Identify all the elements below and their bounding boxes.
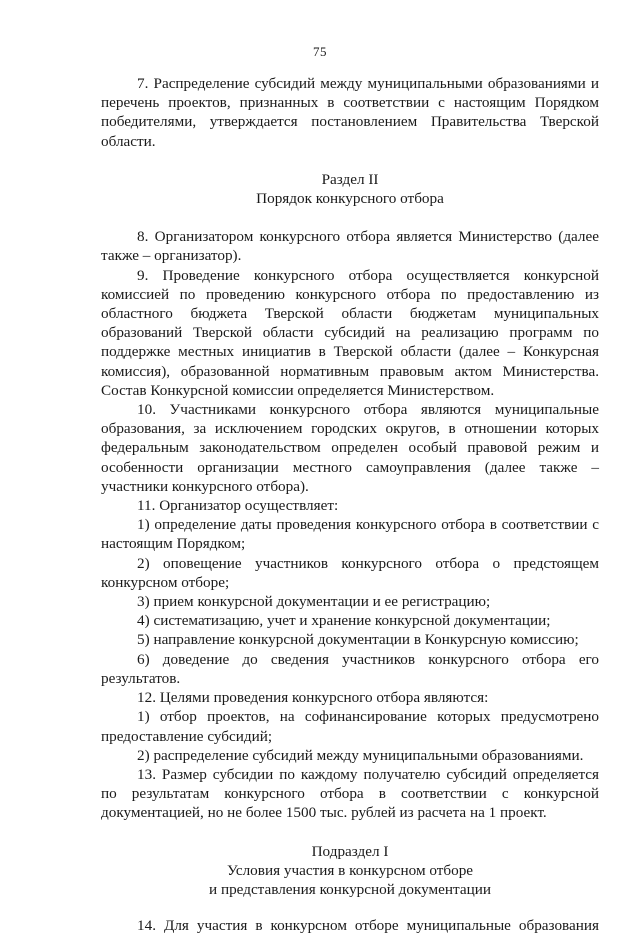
document-body <box>101 74 599 935</box>
subsection-title-line-2: и представления конкурсной документации <box>209 880 491 898</box>
paragraph-8: 8. Организатором конкурсного отбора является Министерство (далее также – организатор). <box>101 228 599 265</box>
list-item-12-1: 1) отбор проектов, на софинансирование которых предусмотрено предоставление субсидий; <box>101 708 599 745</box>
list-item-11-1: 1) определение даты проведения конкурсного отбора в соответствии с настоящим Порядком; <box>101 516 599 553</box>
subsection-title-line-1: Условия участия в конкурсном отборе <box>226 861 474 879</box>
paragraph-11: 11. Организатор осуществляет: <box>137 497 339 515</box>
section-number: Раздел II <box>321 170 379 188</box>
list-item-11-5: 5) направление конкурсной документации в Конкурсную комиссию; <box>137 631 579 649</box>
subsection-heading <box>101 842 599 900</box>
list-item-11-3: 3) прием конкурсной документации и ее регистрацию; <box>137 593 491 611</box>
paragraph-9: 9. Проведение конкурсного отбора осуществляется конкурсной комиссией по проведению конкурсного отбора по предоставлению из областного бюджета Тверской области бюджетам муниципальных образований Тверской области субсидий на реализацию программ по поддержке местных инициатив в Тверской области (далее – Конкурсная комиссия), образованной нормативным правовым актом Министерства. Состав Конкурсной комиссии определяется Министерством. <box>101 266 599 399</box>
list-item-12-2: 2) распределение субсидий между муниципальными образованиями. <box>137 746 584 764</box>
paragraph-13: 13. Размер субсидии по каждому получателю субсидий определяется по результатам конкурсного отбора в соответствии с конкурсной документацией, но не более 1500 тыс. рублей из расчета на 1 проект. <box>101 765 599 822</box>
subsection-number: Подраздел I <box>311 842 389 860</box>
paragraph-7: 7. Распределение субсидий между муниципальными образованиями и перечень проектов, признанных в соответствии с настоящим Порядком победителями, утверждается постановлением Правительства Тверской области. <box>101 75 599 150</box>
paragraph-14: 14. Для участия в конкурсном отборе муниципальные образования <box>137 917 599 935</box>
list-item-11-2: 2) оповещение участников конкурсного отбора о предстоящем конкурсном отборе; <box>101 554 599 591</box>
section-title: Порядок конкурсного отбора <box>256 190 444 208</box>
page-number: 75 <box>313 44 327 59</box>
paragraph-10: 10. Участниками конкурсного отбора являются муниципальные образования, за исключением городских округов, в отношении которых федеральным законодательством определен особый правовой режим и особенности организации местного самоуправления (далее также – участники конкурсного отбора). <box>101 401 599 495</box>
section-heading <box>101 170 599 208</box>
list-item-11-6: 6) доведение до сведения участников конкурсного отбора его результатов. <box>101 650 599 687</box>
paragraph-12: 12. Целями проведения конкурсного отбора являются: <box>137 689 489 707</box>
list-item-11-4: 4) систематизацию, учет и хранение конкурсной документации; <box>137 612 551 630</box>
